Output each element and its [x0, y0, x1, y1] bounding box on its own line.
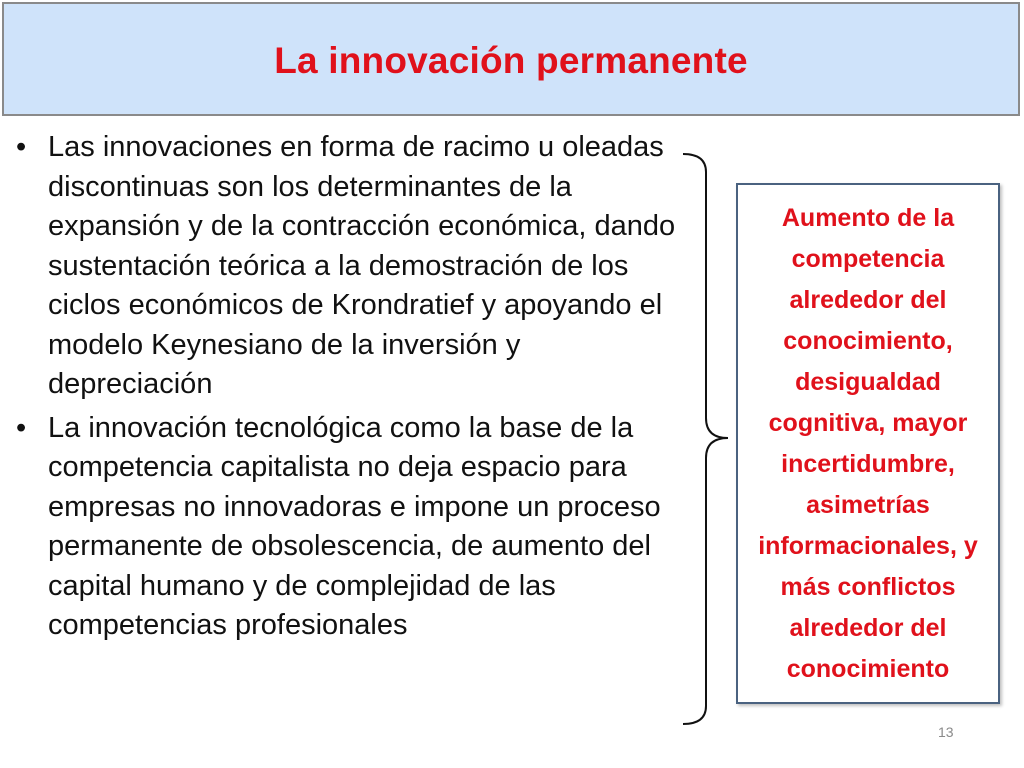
title-bar	[2, 2, 1020, 116]
slide-title: La innovación permanente	[274, 40, 748, 81]
page-number: 13	[938, 724, 954, 740]
callout-text: Aumento de la competencia alrededor del conocimiento, desigualdad cognitiva, mayor incertidumbre, asimetrías informacionales, y más conflictos alrededor del conocimiento	[758, 203, 978, 683]
curly-brace	[680, 150, 730, 730]
bullet-item	[16, 128, 686, 405]
callout-box	[736, 183, 1000, 704]
bullet-text: Las innovaciones en forma de racimo u oleadas discontinuas son los determinantes de la expansión y de la contracción económica, dando sustentación teórica a la demostración de los ciclos económicos de Krondratief y apoyando el modelo Keynesiano de la inversión y depreciación	[48, 131, 676, 400]
bullet-marker: •	[16, 411, 27, 444]
bullet-marker: •	[16, 131, 27, 163]
bullet-list	[16, 128, 686, 646]
bullet-text: La innovación tecnológica como la base de la competencia capitalista no deja espacio para empresas no innovadoras e impone un proceso permanente de obsolescencia, de aumento del capital humano y de complejidad de las competencias profesionales	[48, 411, 661, 641]
bullet-item	[16, 409, 686, 646]
